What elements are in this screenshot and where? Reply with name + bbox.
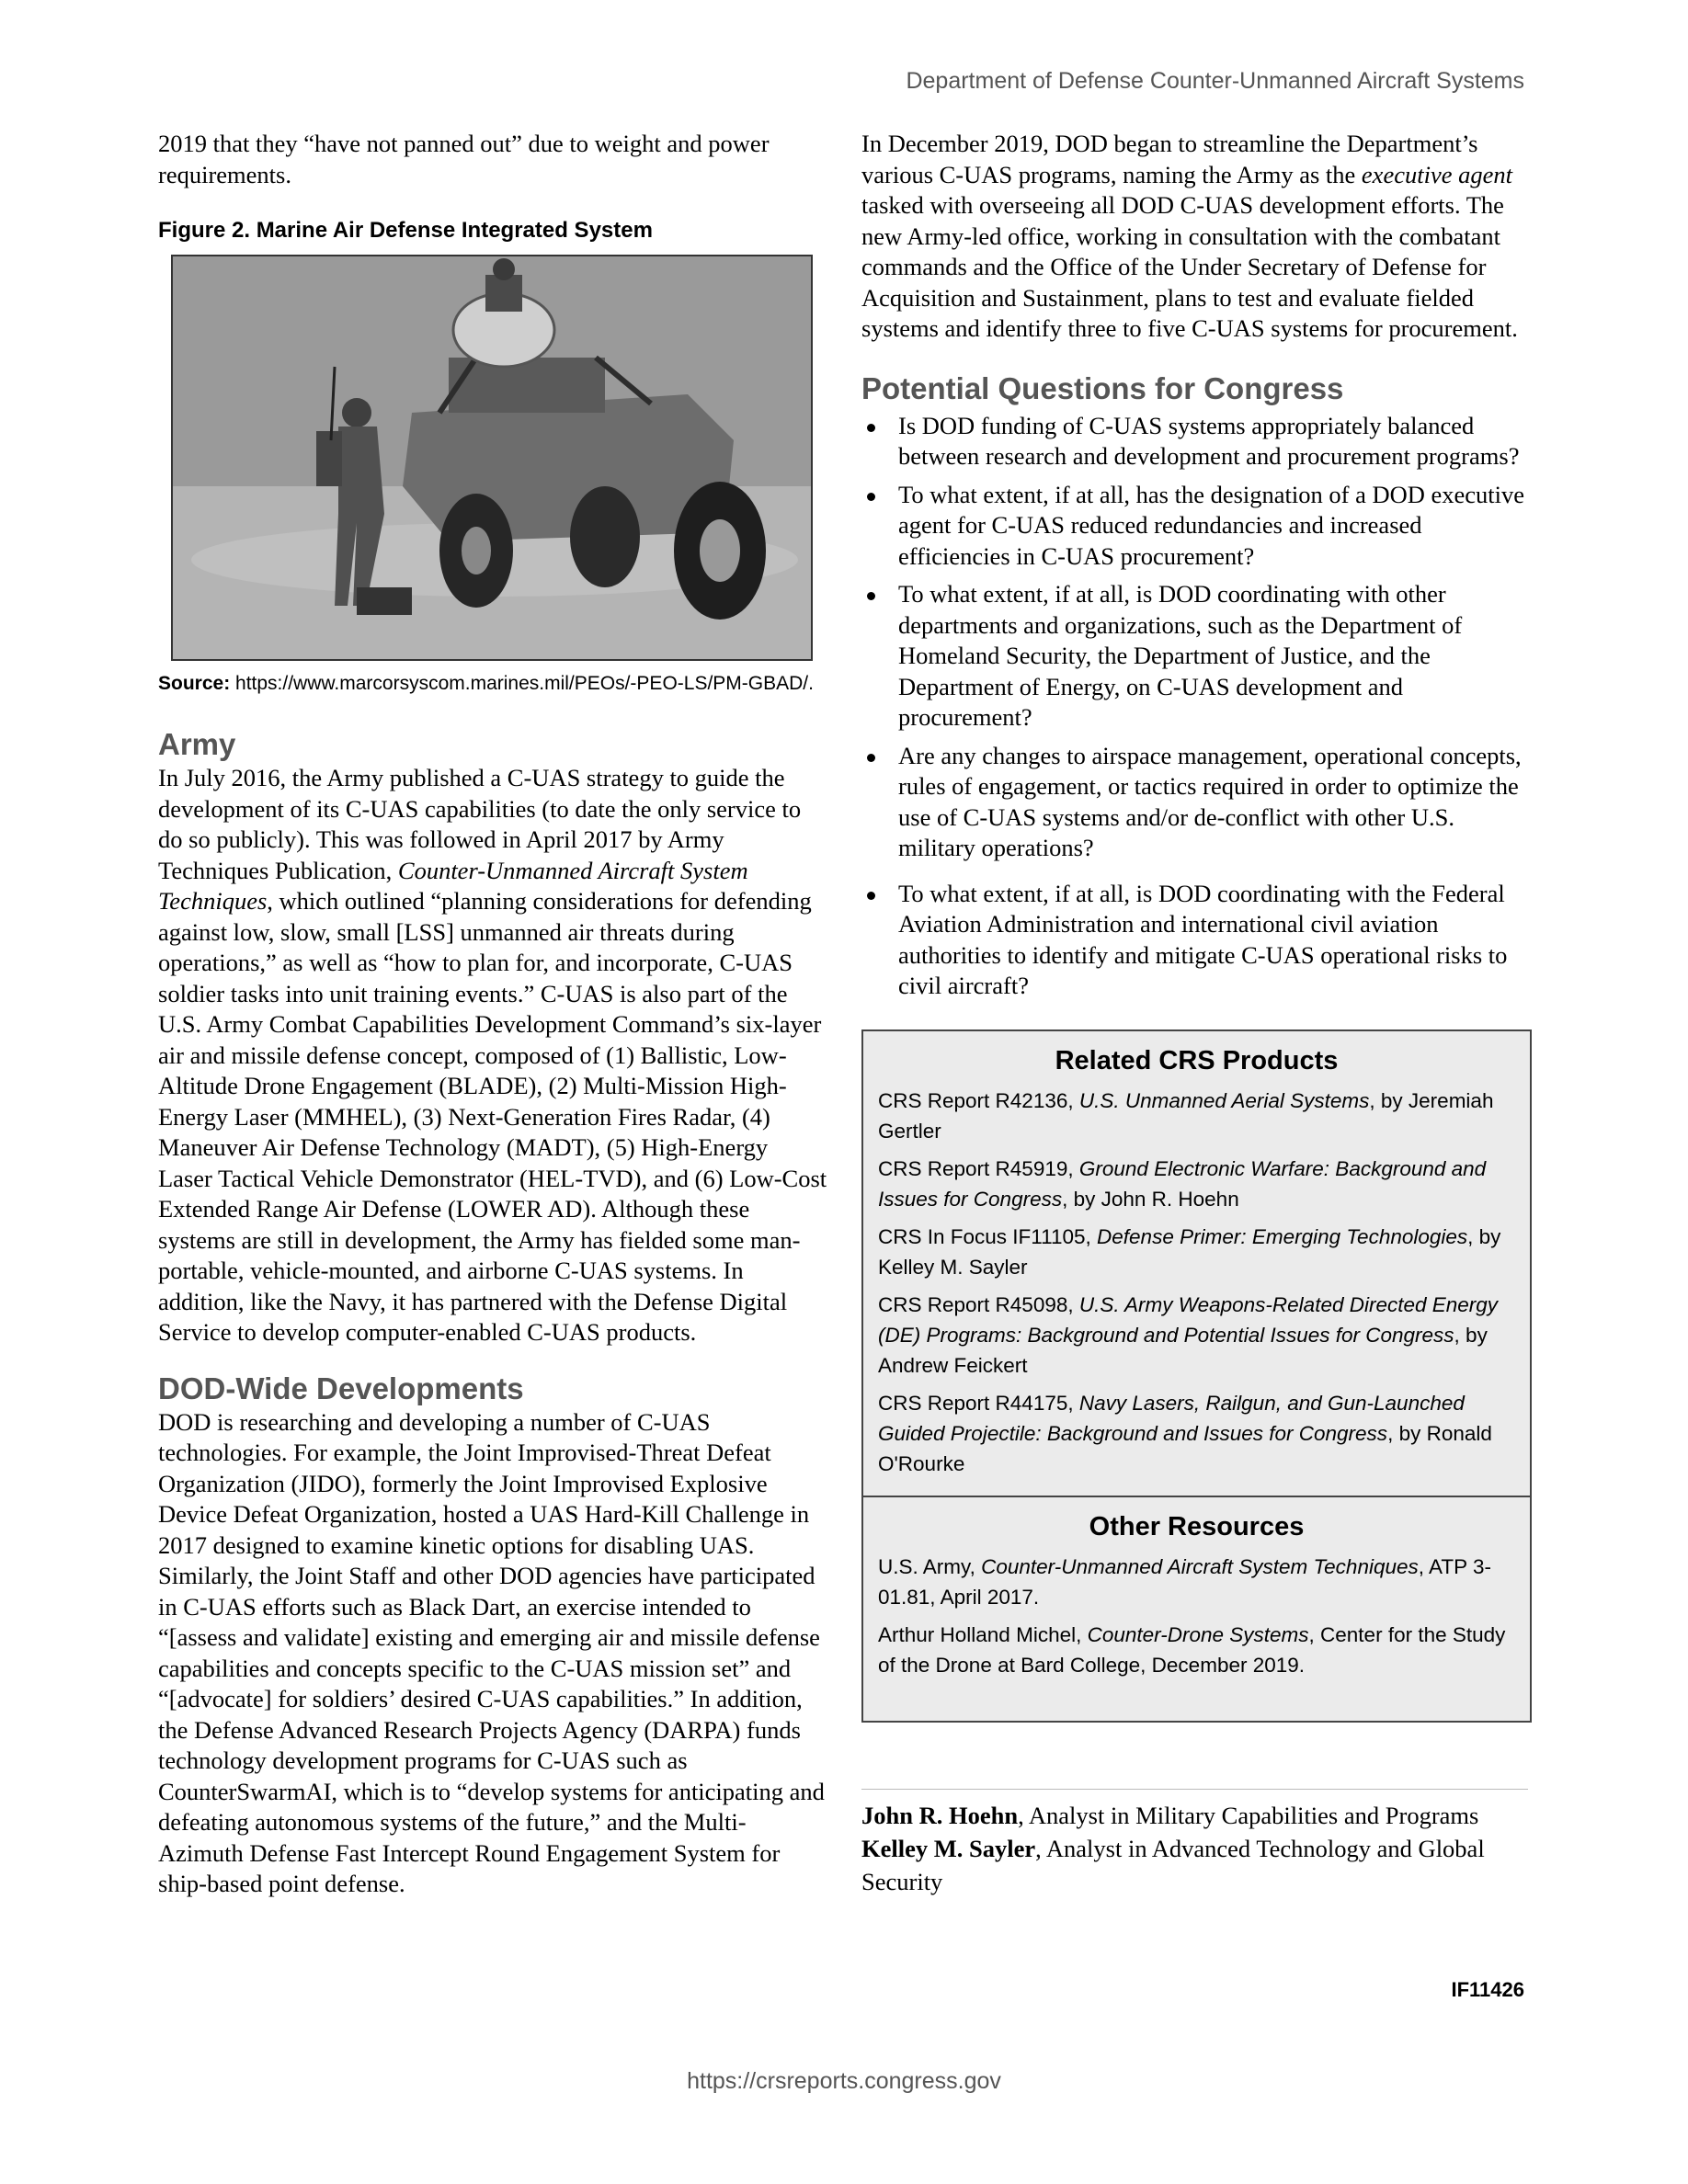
author-entry: Kelley M. Sayler, Analyst in Advanced Technology and Global Security	[861, 1834, 1485, 1895]
document-id: IF11426	[1451, 1978, 1524, 2001]
right-column	[861, 129, 1530, 1898]
vehicle-photo-illustration	[173, 256, 811, 659]
running-header: Department of Defense Counter-Unmanned Aircraft Systems	[906, 68, 1524, 94]
intro-paragraph: 2019 that they “have not panned out” due to weight and power requirements.	[158, 130, 770, 188]
figure-caption: Figure 2. Marine Air Defense Integrated System	[158, 218, 653, 243]
bullet-icon	[867, 592, 875, 600]
related-crs-title: Related CRS Products	[1055, 1045, 1339, 1075]
bullet-icon	[867, 892, 875, 900]
dod-heading: DOD-Wide Developments	[158, 1371, 524, 1405]
dod-paragraph: DOD is researching and developing a number of C-UAS technologies. For example, the Joint Improvised-Threat Defeat Organization (JIDO), formerly the Joint Improvised Explosive Device Defeat Organization, hosted a UAS Hard-Kill Challenge in 2017 designed to examine kinetic options for disabling UAS. Similarly, the Joint Staff and other DOD agencies have participated in C-UAS efforts such as Black Dart, an exercise intended to “[assess and validate] existing and emerging air and missile defense capabilities and concepts specific to the C-UAS mission set” and “[advocate] for soldiers’ desired C-UAS capabilities.” In addition, the Defense Advanced Research Projects Agency (DARPA) funds technology development programs for C-UAS such as CounterSwarmAI, which is to “develop systems for anticipating and defeating autonomous systems of the future,” and the Multi-Azimuth Defense Fast Intercept Round Engagement System for ship-based point defense.	[158, 1407, 825, 1897]
other-resources-section	[863, 1496, 1530, 1721]
question-item: Is DOD funding of C-UAS systems appropriately balanced between research and development and procurement programs?	[861, 411, 1530, 472]
army-heading: Army	[158, 727, 236, 761]
bullet-icon	[867, 424, 875, 432]
other-resources-title: Other Resources	[1089, 1511, 1305, 1541]
authors-divider	[861, 1789, 1528, 1790]
figure-photo	[171, 255, 813, 661]
related-product[interactable]: CRS Report R42136, U.S. Unmanned Aerial Systems, by Jeremiah Gertler	[878, 1088, 1494, 1143]
related-product[interactable]: CRS Report R44175, Navy Lasers, Railgun, and Gun-Launched Guided Projectile: Background and Issues for Congress, by Ronald O'Rourke	[878, 1391, 1492, 1475]
figure-source	[158, 668, 827, 699]
bullet-icon	[867, 754, 875, 762]
question-item: Are any changes to airspace management, operational concepts, rules of engagement, or tactics required in order to optimize the use of C-UAS systems and/or de-conflict with other U.S. military operations?	[861, 741, 1530, 864]
author-entry: John R. Hoehn, Analyst in Military Capabilities and Programs	[861, 1801, 1479, 1829]
author-list	[861, 1799, 1530, 1898]
source-label: Source:	[158, 673, 231, 694]
footer-url[interactable]: https://crsreports.congress.gov	[687, 2068, 1001, 2094]
related-crs-section	[863, 1031, 1530, 1496]
army-paragraph: In July 2016, the Army published a C-UAS strategy to guide the development of its C-UAS capabilities (to date the only service to do so publicly). This was followed in April 2017 by Army Techniques Publication, Counter-Unmanned Aircraft System Techniques, which outlined “planning considerations for defending against low, slow, small [LSS] unmanned air threats during operations,” as well as “how to plan for, and incorporate, C-UAS soldier tasks into unit training events.” C-UAS is also part of the U.S. Army Combat Capabilities Development Command’s six-layer air and missile defense concept, composed of (1) Ballistic, Low-Altitude Drone Engagement (BLADE), (2) Multi-Mission High-Energy Laser (MMHEL), (3) Next-Generation Fires Radar, (4) Maneuver Air Defense Technology (MADT), (5) High-Energy Laser Tactical Vehicle Demonstrator (HEL-TVD), and (6) Low-Cost Extended Range Air Defense (LOWER AD). Although these systems are still in development, the Army has fielded some man-portable, vehicle-mounted, and airborne C-UAS systems. In addition, like the Navy, it has partnered with the Defense Digital Service to develop computer-enabled C-UAS products.	[158, 764, 827, 1346]
question-item: To what extent, if at all, is DOD coordinating with other departments and organizations, such as the Department of Homeland Security, the Department of Justice, and the Department of Energy, on C-UAS development and procurement?	[861, 579, 1530, 734]
question-item: To what extent, if at all, is DOD coordinating with the Federal Aviation Administration and international civil aviation authorities to identify and mitigate C-UAS operational risks to civil aircraft?	[861, 879, 1530, 1002]
related-product[interactable]: CRS Report R45098, U.S. Army Weapons-Related Directed Energy (DE) Programs: Background and Potential Issues for Congress, by Andrew Feickert	[878, 1292, 1499, 1377]
questions-heading: Potential Questions for Congress	[861, 370, 1344, 405]
other-resource[interactable]: Arthur Holland Michel, Counter-Drone Systems, Center for the Study of the Drone at Bard College, December 2019.	[878, 1622, 1506, 1677]
bullet-icon	[867, 493, 875, 501]
related-product[interactable]: CRS In Focus IF11105, Defense Primer: Emerging Technologies, by Kelley M. Sayler	[878, 1224, 1501, 1279]
streamline-paragraph: In December 2019, DOD began to streamline the Department’s various C-UAS programs, naming the Army as the executive agent tasked with overseeing all DOD C-UAS development efforts. The new Army-led office, working in consultation with the combatant commands and the Office of the Under Secretary of Defense for Acquisition and Sustainment, plans to test and evaluate fielded systems and identify three to five C-UAS systems for procurement.	[861, 130, 1518, 342]
related-product[interactable]: CRS Report R45919, Ground Electronic Warfare: Background and Issues for Congress, by John R. Hoehn	[878, 1156, 1487, 1211]
other-resource[interactable]: U.S. Army, Counter-Unmanned Aircraft System Techniques, ATP 3-01.81, April 2017.	[878, 1554, 1491, 1609]
source-url[interactable]: https://www.marcorsyscom.marines.mil/PEOs/-PEO-LS/PM-GBAD/.	[230, 673, 814, 694]
question-item: To what extent, if at all, has the designation of a DOD executive agent for C-UAS reduced redundancies and increased efficiencies in C-UAS procurement?	[861, 480, 1530, 573]
questions-list	[861, 411, 1530, 1002]
left-column	[158, 129, 827, 1900]
related-products-box	[861, 1029, 1532, 1723]
